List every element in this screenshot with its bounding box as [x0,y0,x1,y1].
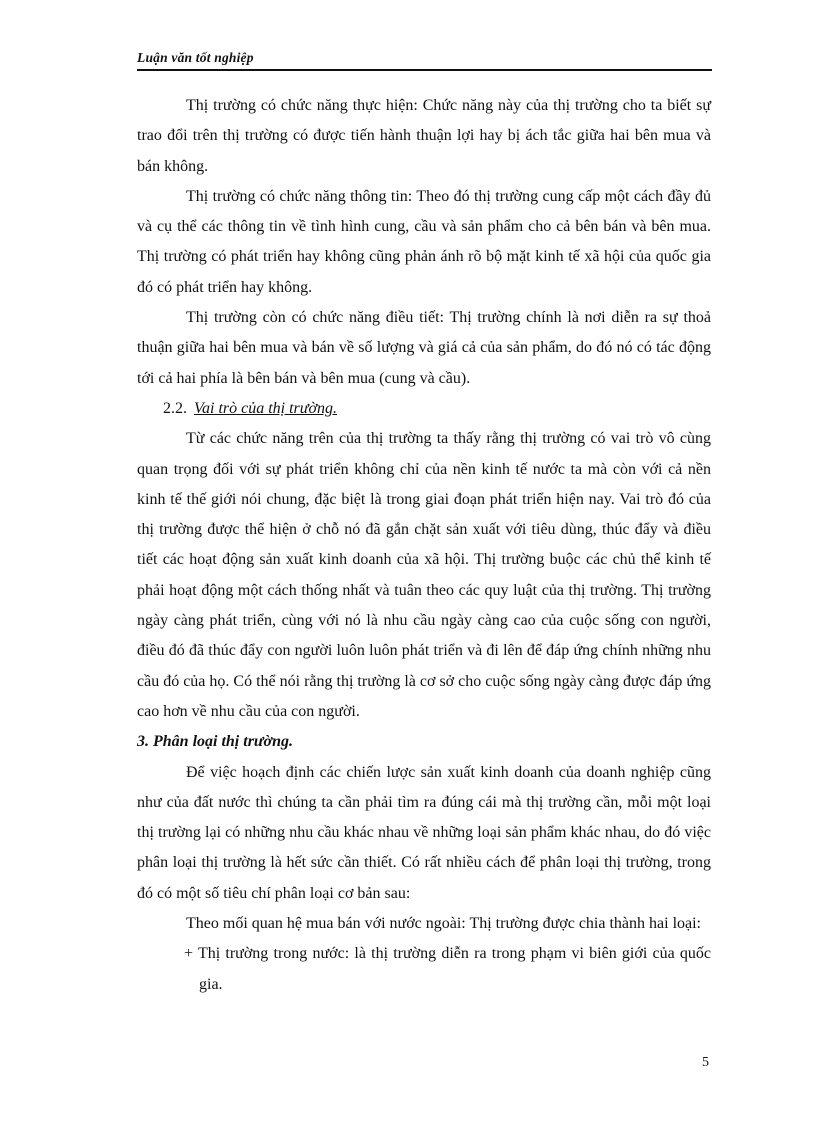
paragraph-market-role: Từ các chức năng trên của thị trường ta thấy rằng thị trường có vai trò vô cùng quan trọng đối với sự phát triển không chỉ của nền kinh tế nước ta mà còn với cả nền kinh tế thế giới nói chung, đặc biệt là trong giai đoạn phát triển hiện nay. Vai trò đó của thị trường được thể hiện ở chỗ nó đã gắn chặt sản xuất với tiêu dùng, thúc đẩy và điều tiết các hoạt động sản xuất kinh doanh của xã hội. Thị trường buộc các chủ thể kinh tế phải hoạt động một cách thống nhất và tuân theo các quy luật của thị trường. Thị trường ngày càng phát triển, cùng với nó là nhu cầu ngày càng cao của cuộc sống con người, điều đó đã thúc đẩy con người luôn luôn phát triển và đi lên để đáp ứng chính những nhu cầu đó của họ. Có thể nói rằng thị trường là cơ sở cho cuộc sống ngày càng được đáp ứng cao hơn về nhu cầu của con người. [137,430,711,720]
bullet-domestic-market: + Thị trường trong nước: là thị trường diễn ra trong phạm vi biên giới của quốc gia. [184,945,711,993]
subsection-title: Vai trò của thị trường. [194,399,338,417]
body-text [137,91,711,1000]
subsection-heading [137,394,711,424]
section-heading: 3. Phân loại thị trường. [137,733,293,751]
paragraph-market-function-information: Thị trường có chức năng thông tin: Theo đó thị trường cung cấp một cách đầy đủ và cụ thể các thông tin về tình hình cung, cầu và sản phẩm cho cả bên bán và bên mua. Thị trường có phát triển hay không cũng phản ánh rõ bộ mặt kinh tế xã hội của quốc gia đó có phát triển hay không. [137,187,711,296]
running-header [137,50,712,72]
paragraph-market-function-regulation: Thị trường còn có chức năng điều tiết: Thị trường chính là nơi diễn ra sự thoả thuận giữa hai bên mua và bán về số lượng và giá cả của sản phẩm, do đó nó có tác động tới cả hai phía là bên bán và bên mua (cung và cầu). [137,309,711,387]
header-rule [137,69,712,71]
paragraph-foreign-trade-criterion: Theo mối quan hệ mua bán với nước ngoài: Thị trường được chia thành hai loại: [186,915,701,933]
subsection-number: 2.2. [163,399,187,417]
page-number: 5 [702,1055,709,1070]
paragraph-market-function-execution: Thị trường có chức năng thực hiện: Chức năng này của thị trường cho ta biết sự trao đổi trên thị trường có được tiến hành thuận lợi hay bị ách tắc giữa hai bên mua và bán không. [137,97,711,175]
header-title: Luận văn tốt nghiệp [137,50,254,65]
paragraph-market-classification: Để việc hoạch định các chiến lược sản xuất kinh doanh của doanh nghiệp cũng như của đất nước thì chúng ta cần phải tìm ra đúng cái mà thị trường cần, mỗi một loại thị trường lại có những nhu cầu khác nhau về những loại sản phẩm khác nhau, do đó việc phân loại thị trường là hết sức cần thiết. Có rất nhiều cách để phân loại thị trường, trong đó có một số tiêu chí phân loại cơ bản sau: [137,763,711,902]
